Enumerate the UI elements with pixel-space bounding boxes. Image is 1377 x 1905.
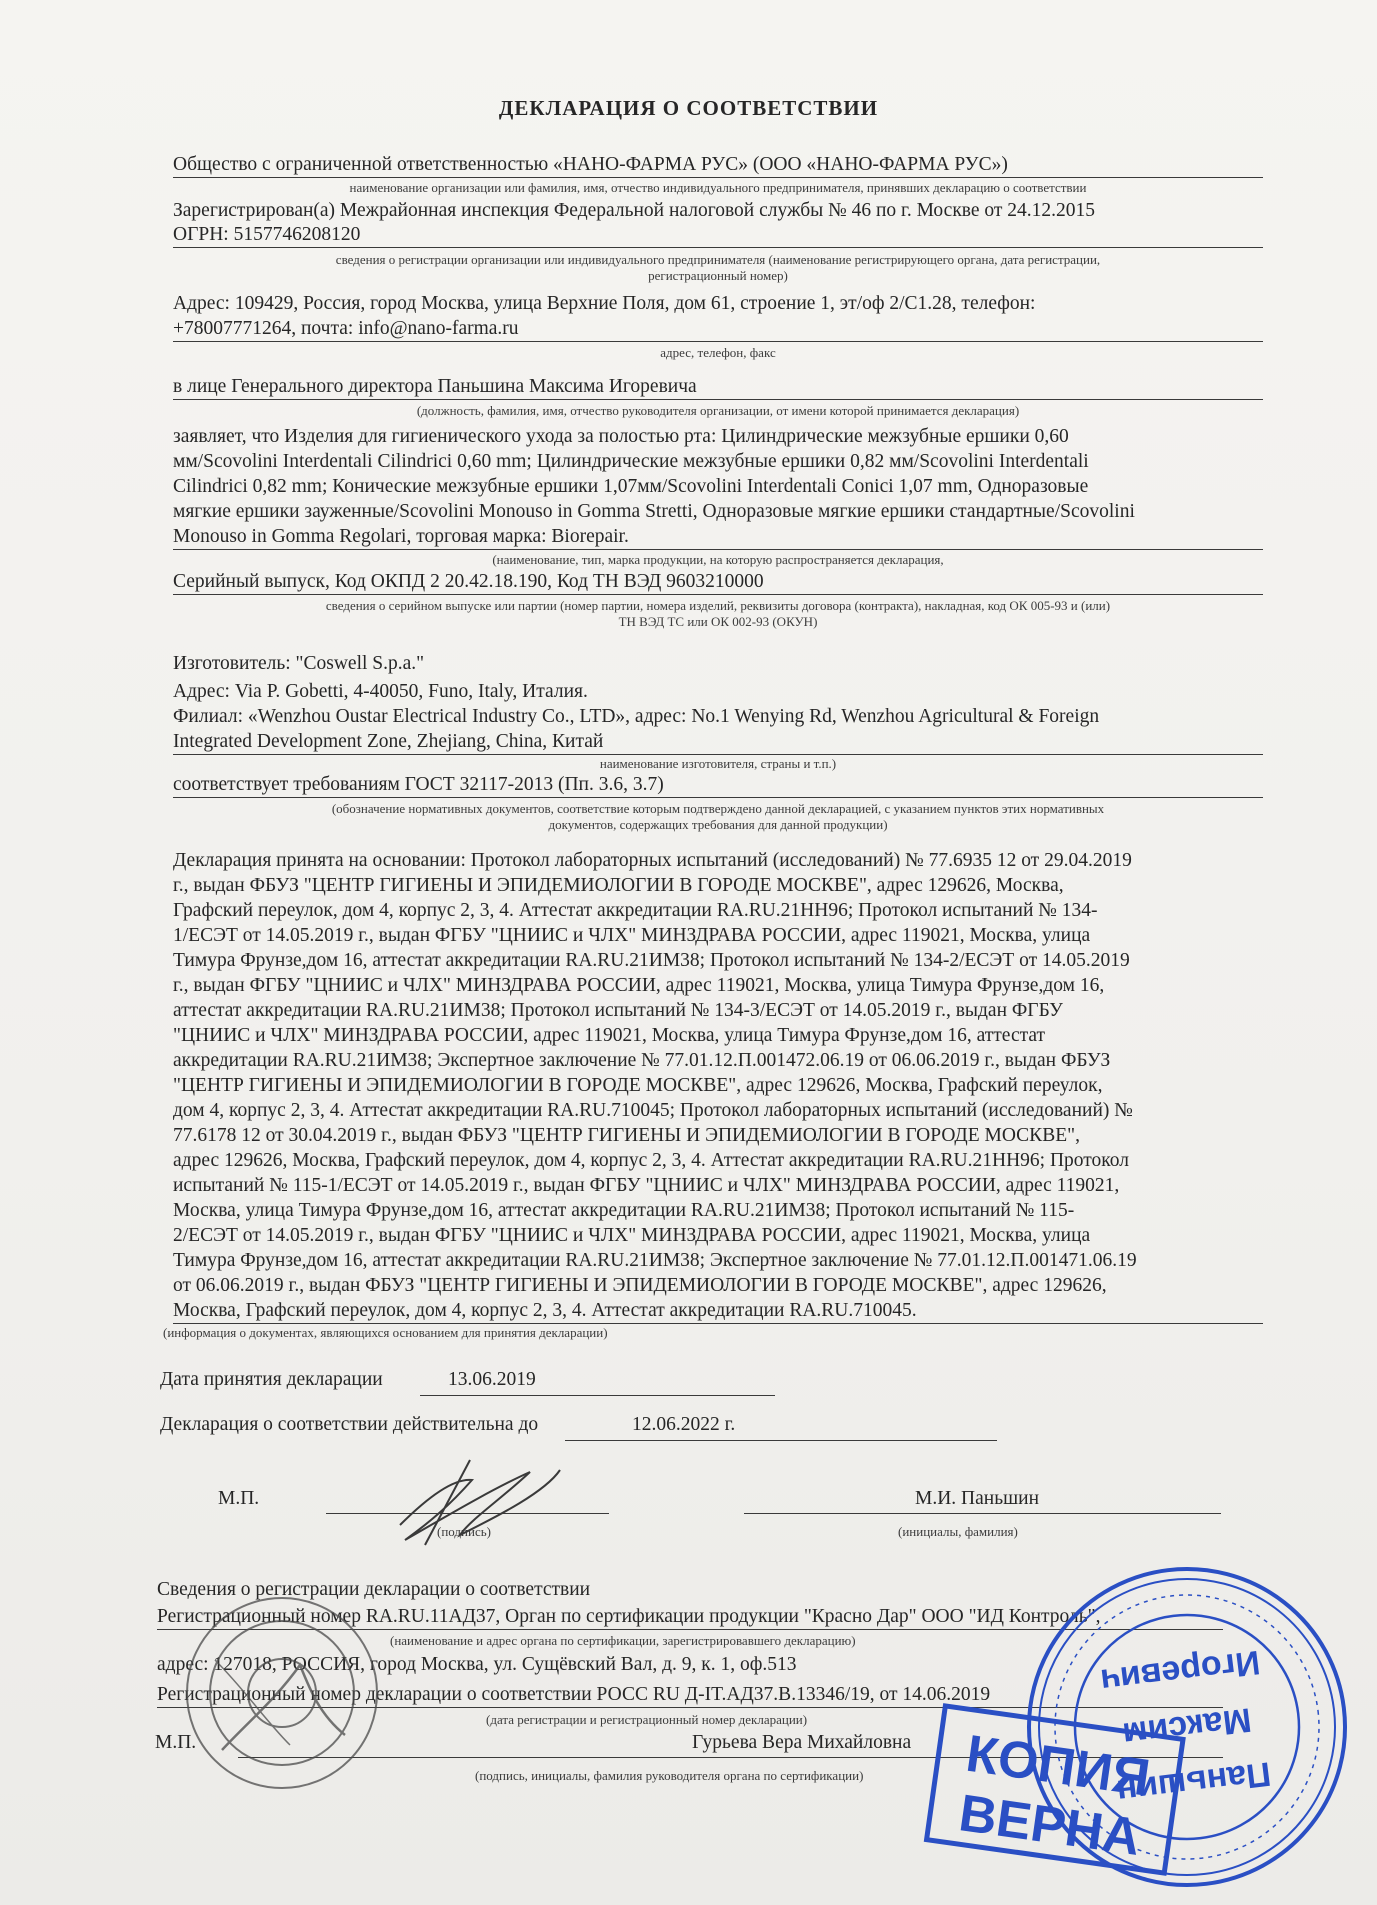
registration-heading: Сведения о регистрации декларации о соответствии (157, 1579, 591, 1600)
document-title: ДЕКЛАРАЦИЯ О СООТВЕТСТВИИ (498, 96, 879, 120)
accepted-date-underline (420, 1395, 775, 1396)
valid-until-label: Декларация о соответствии действительна до (160, 1414, 539, 1435)
manufacturer-line: Изготовитель: "Coswell S.p.a." (173, 653, 425, 674)
org-contacts: +78007771264, почта: info@nano-farma.ru (173, 316, 1263, 342)
seal-name-line: Паньшин (1114, 1754, 1273, 1811)
basis-line: 1/ЕСЭТ от 14.05.2019 г., выдан ФГБУ "ЦНИИС и ЧЛХ" МИНЗДРАВА РОССИИ, адрес 119021, Москва, улица (173, 925, 1091, 946)
basis-block (173, 848, 1263, 1324)
basis-line: "ЦЕНТР ГИГИЕНЫ И ЭПИДЕМИОЛОГИИ В ГОРОДЕ МОСКВЕ", адрес 129626, Москва, Графский переулок, (173, 1075, 1103, 1096)
basis-line: аттестат аккредитации RA.RU.21ИМ38; Протокол испытаний № 134-3/ЕСЭТ от 14.05.2019 г., выдан ФГБУ (173, 1000, 1063, 1021)
accepted-date-value: 13.06.2019 (448, 1369, 536, 1390)
registration-address: адрес: 127018, РОССИЯ, город Москва, ул. Сущёвский Вал, д. 9, к. 1, оф.513 (157, 1654, 797, 1675)
basis-line: адрес 129626, Москва, Графский переулок, дом 4, корпус 2, 3, 4. Аттестат аккредитации RA.RU.21НН96; Протокол (173, 1150, 1129, 1171)
org-registration-caption-2: регистрационный номер) (648, 268, 788, 283)
basis-line: от 06.06.2019 г., выдан ФБУЗ "ЦЕНТР ГИГИЕНЫ И ЭПИДЕМИОЛОГИИ В ГОРОДЕ МОСКВЕ", адрес 129626, (173, 1275, 1107, 1296)
accepted-date-label: Дата принятия декларации (160, 1369, 383, 1390)
serial-caption-2: ТН ВЭД ТС или ОК 002-93 (ОКУН) (618, 614, 818, 629)
org-address: Адрес: 109429, Россия, город Москва, улица Верхние Поля, дом 61, строение 1, эт/оф 2/С1.28, телефон: (173, 293, 1036, 314)
manufacturer-caption: наименование изготовителя, страны и т.п.) (599, 756, 837, 771)
seal-name-line: Максим (1120, 1700, 1254, 1754)
registration-body-line: Регистрационный номер RA.RU.11АД37, Орган по сертификации продукции "Красно Дар" ООО "ИД Контроль", (157, 1604, 1223, 1630)
product-line: мягкие ершики зауженные/Scovolini Monouso in Gomma Stretti, Одноразовые мягкие ершики стандартные/Scovolini (173, 501, 1135, 522)
basis-line: "ЦНИИС и ЧЛХ" МИНЗДРАВА РОССИИ, адрес 119021, Москва, улица Тимура Фрунзе,дом 16, аттестат (173, 1025, 1046, 1046)
basis-line: Графский переулок, дом 4, корпус 2, 3, 4. Аттестат аккредитации RA.RU.21НН96; Протокол испытаний № 134- (173, 900, 1098, 921)
product-line: мм/Scovolini Interdentali Cilindrici 0,60 mm; Цилиндрические межзубные ершики 0,82 мм/Scovolini Interdentali (173, 451, 1089, 472)
manufacturer-line: Адрес: Via P. Gobetti, 4-40050, Funo, Italy, Италия. (173, 681, 588, 702)
product-line: Monouso in Gomma Regolari, торговая марка: Biorepair. (173, 524, 1263, 550)
valid-until-value: 12.06.2022 г. (632, 1414, 736, 1435)
registration-number-caption: (дата регистрации и регистрационный номер декларации) (486, 1712, 808, 1727)
initials-caption: (инициалы, фамилия) (898, 1524, 1018, 1539)
stamp-place-label: М.П. (218, 1488, 260, 1509)
manufacturer-line: Филиал: «Wenzhou Oustar Electrical Industry Co., LTD», адрес: No.1 Wenying Rd, Wenzhou Agricultural & Foreign (173, 706, 1100, 727)
basis-line: Декларация принята на основании: Протокол лабораторных испытаний (исследований) № 77.6935 12 от 29.04.2019 (173, 850, 1132, 871)
org-ogrn: ОГРН: 5157746208120 (173, 222, 1263, 248)
signature-underline (326, 1513, 609, 1514)
product-caption: (наименование, тип, марка продукции, на которую распространяется декларация, (492, 552, 944, 567)
product-description (173, 424, 1263, 550)
certification-head-name: Гурьева Вера Михайловна (692, 1732, 912, 1753)
valid-until-underline (565, 1440, 997, 1441)
basis-line: Москва, улица Тимура Фрунзе,дом 16, аттестат аккредитации RA.RU.21ИМ38; Протокол испытаний № 115- (173, 1200, 1075, 1221)
product-line: Cilindrici 0,82 mm; Конические межзубные ершики 1,07мм/Scovolini Interdentali Conici 1,07 mm, Одноразовые (173, 476, 1089, 497)
org-name-caption: наименование организации или фамилия, имя, отчество индивидуального предпринимателя, принявших декларацию о соответствии (349, 180, 1087, 195)
org-registration-caption: сведения о регистрации организации или индивидуального предпринимателя (наименование регистрирующего органа, дата регистрации, (335, 252, 1101, 267)
compliance-line: соответствует требованиям ГОСТ 32117-2013 (Пп. 3.6, 3.7) (173, 772, 1263, 798)
basis-line: г., выдан ФГБУ "ЦНИИС и ЧЛХ" МИНЗДРАВА РОССИИ, адрес 119021, Москва, улица Тимура Фрунзе,дом 16, (173, 975, 1105, 996)
org-registration-line: Зарегистрирован(а) Межрайонная инспекция Федеральной налоговой службы № 46 по г. Москве от 24.12.2015 (173, 200, 1096, 221)
registration-number-line: Регистрационный номер декларации о соответствии РОСС RU Д-IT.АД37.В.13346/19, от 14.06.2019 (157, 1682, 1223, 1708)
serial-caption: сведения о серийном выпуске или партии (номер партии, номера изделий, реквизиты договора (контракта), накладная, код ОК 005-93 и (или) (325, 598, 1111, 613)
signer-initials: М.И. Паньшин (915, 1488, 1039, 1509)
basis-line: 2/ЕСЭТ от 14.05.2019 г., выдан ФГБУ "ЦНИИС и ЧЛХ" МИНЗДРАВА РОССИИ, адрес 119021, Москва, улица (173, 1225, 1091, 1246)
copy-stamp-text: КОПИЯ (962, 1724, 1154, 1808)
certification-head-caption: (подпись, инициалы, фамилия руководителя органа по сертификации) (475, 1768, 864, 1783)
basis-caption: (информация о документах, являющихся основанием для принятия декларации) (163, 1325, 608, 1340)
signature-caption: (подпись) (437, 1524, 491, 1539)
director-line: в лице Генерального директора Паньшина Максима Игоревича (173, 374, 1263, 400)
registration-body-caption: (наименование и адрес органа по сертификации, зарегистрировавшего декларацию) (390, 1633, 856, 1648)
copy-stamp-text: ВЕРНА (955, 1784, 1144, 1868)
certified-copy-stamp (927, 1706, 1183, 1873)
basis-line: г., выдан ФБУЗ "ЦЕНТР ГИГИЕНЫ И ЭПИДЕМИОЛОГИИ В ГОРОДЕ МОСКВЕ", адрес 129626, Москва, (173, 875, 1064, 896)
director-caption: (должность, фамилия, имя, отчество руководителя организации, от имени которой принимается декларация) (416, 403, 1020, 418)
basis-line: Москва, Графский переулок, дом 4, корпус 2, 3, 4. Аттестат аккредитации RA.RU.710045. (173, 1298, 1263, 1324)
basis-line: испытаний № 115-1/ЕСЭТ от 14.05.2019 г., выдан ФГБУ "ЦНИИС и ЧЛХ" МИНЗДРАВА РОССИИ, адрес 119021, (173, 1175, 1120, 1196)
basis-line: аккредитации RA.RU.21ИМ38; Экспертное заключение № 77.01.12.П.001472.06.19 от 06.06.2019 г., выдан ФБУЗ (173, 1050, 1111, 1071)
manufacturer-block (173, 651, 1263, 755)
serial-line: Серийный выпуск, Код ОКПД 2 20.42.18.190, Код ТН ВЭД 9603210000 (173, 569, 1263, 595)
compliance-caption-2: документов, содержащих требования для данной продукции) (548, 817, 888, 832)
org-name: Общество с ограниченной ответственностью «НАНО-ФАРМА РУС» (ООО «НАНО-ФАРМА РУС») (173, 152, 1263, 178)
seal-name-line: Игоревич (1098, 1642, 1262, 1701)
manufacturer-line: Integrated Development Zone, Zhejiang, China, Китай (173, 729, 1263, 755)
initials-underline (744, 1513, 1221, 1514)
basis-line: дом 4, корпус 2, 3, 4. Аттестат аккредитации RA.RU.710045; Протокол лабораторных испытаний (исследований) № (173, 1100, 1133, 1121)
certification-head-underline (238, 1757, 1223, 1758)
basis-line: Тимура Фрунзе,дом 16, аттестат аккредитации RA.RU.21ИМ38; Протокол испытаний № 134-2/ЕСЭТ от 14.05.2019 (173, 950, 1130, 971)
basis-line: Тимура Фрунзе,дом 16, аттестат аккредитации RA.RU.21ИМ38; Экспертное заключение № 77.01.12.П.001471.06.19 (173, 1250, 1137, 1271)
product-line: заявляет, что Изделия для гигиенического ухода за полостью рта: Цилиндрические межзубные ершики 0,60 (173, 426, 1069, 447)
org-address-caption: адрес, телефон, факс (660, 345, 776, 360)
registration-stamp-place-label: М.П. (155, 1732, 197, 1753)
compliance-caption: (обозначение нормативных документов, соответствие которым подтверждено данной декларацией, с указанием пунктов этих нормативных (331, 801, 1105, 816)
basis-line: 77.6178 12 от 30.04.2019 г., выдан ФБУЗ "ЦЕНТР ГИГИЕНЫ И ЭПИДЕМИОЛОГИИ В ГОРОДЕ МОСКВЕ", (173, 1125, 1080, 1146)
